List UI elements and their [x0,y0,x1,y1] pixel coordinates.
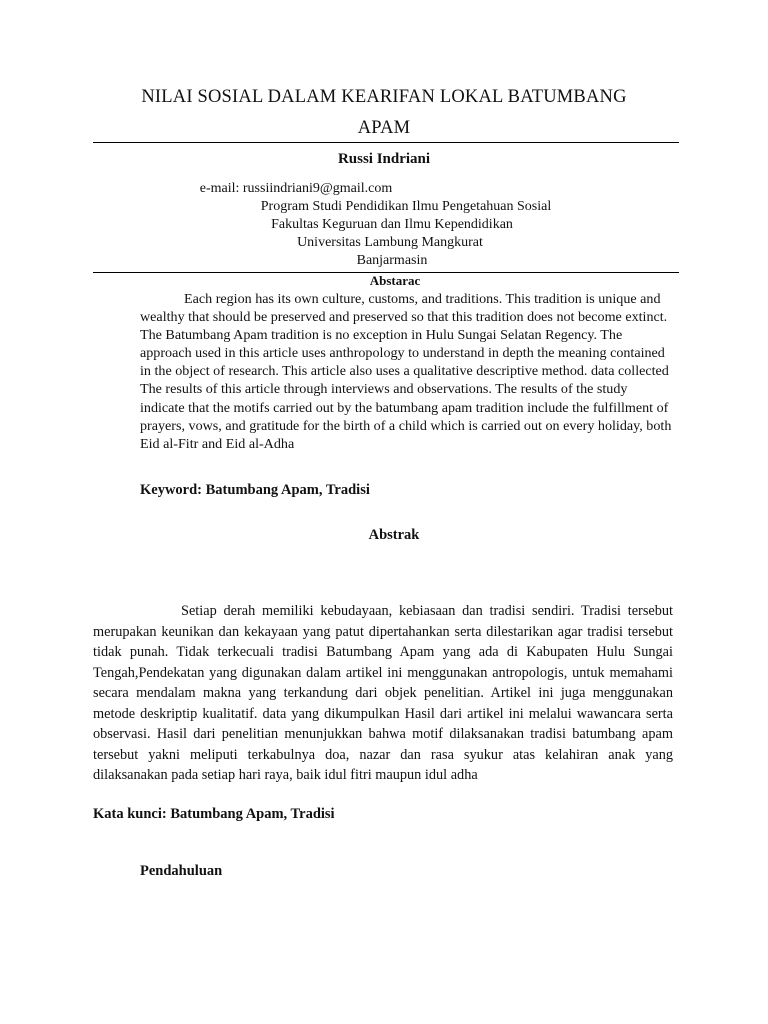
keywords-en: Keyword: Batumbang Apam, Tradisi [140,482,370,498]
abstract-id-text: Setiap derah memiliki kebudayaan, kebiasaan dan tradisi sendiri. Tradisi tersebut merupakan keunikan dan kekayaan yang patut dipertahankan serta dilestarikan agar tradisi tersebut tidak punah. Tidak terkecuali tradisi Batumbang Apam yang ada di Kabupaten Hulu Sungai Tengah,Pendekatan yang digunakan dalam artikel ini menggunakan antropologis, untuk memahami secara mendalam makna yang terkandung dari objek penelitian. Artikel ini juga menggunakan metode deskriptip kualitatif. data yang dikumpulkan Hasil dari artikel ini melalui wawancara serta observasi. Hasil dari penelitian menunjukkan bahwa motif dilaksanakan tradisi batumbang apam tersebut yakni meliputi terkabulnya doa, nazar dan rasa syukur atas kelahiran anak yang dilaksanakan pada setiap hari raya, baik idul fitri maupun idul adha [93,603,673,783]
affiliation-program: Program Studi Pendidikan Ilmu Pengetahuan Sosial [260,199,552,214]
affiliation-university: Universitas Lambung Mangkurat [297,235,483,250]
abstract-en-body [140,290,675,453]
abstract-en-heading: Abstarac [369,273,421,288]
top-divider [93,142,679,143]
keywords-id: Kata kunci: Batumbang Apam, Tradisi [93,806,335,822]
abstract-id-body [93,601,673,786]
paper-title-line-1: NILAI SOSIAL DALAM KEARIFAN LOKAL BATUMBANG [141,87,627,107]
author-email: e-mail: russiindriani9@gmail.com [199,181,393,196]
abstract-en-text: Each region has its own culture, customs, and traditions. This tradition is unique and wealthy that should be preserved and preserved so that this tradition does not become extinct. The Batumbang Apam tradition is no exception in Hulu Sungai Selatan Regency. The approach used in this article uses anthropology to understand in depth the meaning contained in the object of research. This article also uses a qualitative descriptive method. data collected The results of this article through interviews and observations. The results of the study indicate that the motifs carried out by the batumbang apam tradition include the fulfillment of prayers, vows, and gratitude for the birth of a child which is carried out on every holiday, both Eid al-Fitr and Eid al-Adha [140,291,672,452]
affiliation-faculty: Fakultas Keguruan dan Ilmu Kependidikan [271,217,513,232]
author-name: Russi Indriani [337,151,431,167]
paper-title-line-2: APAM [357,118,411,138]
abstract-id-heading: Abstrak [368,527,420,543]
affiliation-city: Banjarmasin [356,253,428,268]
section-heading-introduction: Pendahuluan [140,863,223,879]
